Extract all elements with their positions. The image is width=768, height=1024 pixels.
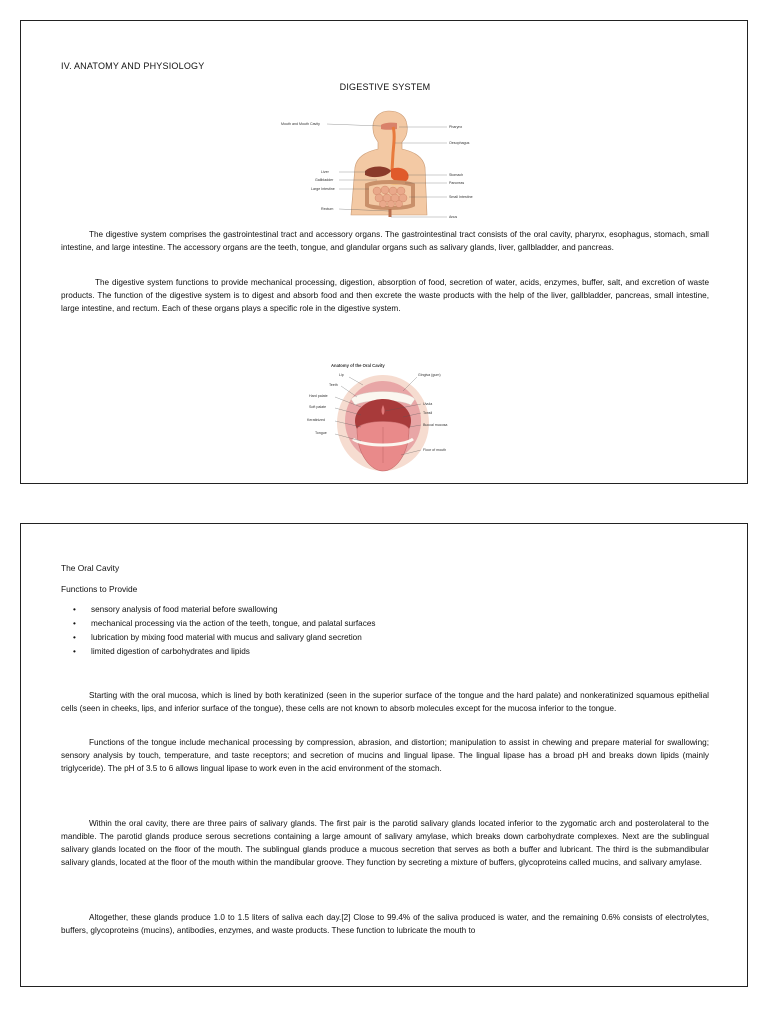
digestive-system-illustration [277,105,492,223]
bullet-icon: • [73,633,76,642]
paragraph-digestive-overview: The digestive system comprises the gastrointestinal tract and accessory organs. The gastrointestinal tract consists of the oral cavity, pharynx, esophagus, stomach, small intestine, and large intestine. The accessory organs are the teeth, tongue, and glandular organs such as salivary glands, liver, gallbladder, and pancreas. [61,230,709,252]
label-large-intestine: Large Intestine [311,187,335,191]
oral-label-tonsil: Tonsil [423,411,433,415]
oral-label-soft-palate: Soft palate [309,405,327,409]
oral-cavity-heading: The Oral Cavity [61,563,120,573]
functions-list [61,603,709,659]
label-liver: Liver [321,170,329,174]
bullet-icon: • [73,605,76,614]
oral-cavity-figure [291,355,479,484]
list-item: • sensory analysis of food material before swallowing [61,603,709,617]
label-rectum: Rectum [321,207,334,211]
paragraph-oral-mucosa: Starting with the oral mucosa, which is lined by both keratinized (seen in the superior surface of the tongue and the hard palate) and nonkeratinized squamous epithelial cells (seen in cheeks, lips, and inferior surface of the tongue), these cells are not known to absorb molecules except for the mucosa inferior to the tongue. [61,691,709,713]
label-pancreas: Pancreas [449,181,465,185]
oral-label-floor-of-mouth: Floor of mouth [423,448,447,452]
oral-label-lip: Lip [339,373,344,377]
oral-label-hard-palate: Hard palate [309,394,328,398]
oral-label-buccal-mucosa: Buccal mucosa [423,423,448,427]
label-pharynx: Pharynx [449,125,463,129]
oral-label-gingiva: Gingiva (gum) [418,373,441,377]
oral-label-keratinized: Keratinized [307,418,325,422]
bullet-icon: • [73,647,76,656]
list-item: • limited digestion of carbohydrates and lipids [61,645,709,659]
bullet-icon: • [73,619,76,628]
oral-label-teeth: Teeth [329,383,338,387]
functions-subheading: Functions to Provide [61,584,138,594]
digestive-system-figure [277,105,492,223]
label-oesophagus: Oesophagus [449,141,470,145]
page-title: DIGESTIVE SYSTEM [339,82,431,92]
label-stomach: Stomach [449,173,464,177]
section-heading: IV. ANATOMY AND PHYSIOLOGY [61,61,205,71]
document-page-1 [20,20,748,484]
label-anus: Anus [449,215,458,219]
list-item: • lubrication by mixing food material with mucus and salivary gland secretion [61,631,709,645]
paragraph-saliva-production: Altogether, these glands produce 1.0 to 1.5 liters of saliva each day.[2] Close to 99.4% of the saliva produced is water, and the remaining 0.6% consists of electrolytes, buffers, glycoproteins (mucins), antibodies, enzymes, and waste products. These function to lubricate the mouth to [61,913,709,935]
oral-cavity-illustration [291,355,479,484]
label-mouth: Mouth and Mouth Cavity [281,122,320,126]
label-small-intestine: Small Intestine [449,195,473,199]
paragraph-salivary-glands: Within the oral cavity, there are three pairs of salivary glands. The first pair is the parotid salivary glands located inferior to the zygomatic arch and posterolateral to the mandible. The parotid glands produce serous secretions containing a large amount of salivary amylase, which breaks down carbohydrate complexes. Next are the sublingual salivary glands located on the floor of the mouth. The sublingual glands produce a mucous secretion that serves as both a buffer and lubricant. The third is the submandibular salivary glands, located at the floor of the mouth within the mandibular groove. They function by secreting a mixture of buffers, glycoproteins called mucins, and salivary amylase. [61,819,709,867]
paragraph-digestive-functions: The digestive system functions to provide mechanical processing, digestion, absorption of food, secretion of water, acids, enzymes, buffer, salt, and excretion of waste products. The function of the digestive system is to digest and absorb food and then excrete the waste products with the help of the liver, gallbladder, pancreas, small intestine, large intestine, and rectum. Each of these organs plays a specific role in the digestive system. [61,278,709,313]
oral-label-tongue: Tongue [315,431,327,435]
paragraph-tongue-functions: Functions of the tongue include mechanical processing by compression, abrasion, and distortion; manipulation to assist in chewing and prepare material for swallowing; sensory analysis by touch, temperature, and taste receptors; and secretion of mucins and lingual lipase. The lingual lipase has a broad pH and breaks down lipids (mainly triglyceride). The pH of 3.5 to 6 allows lingual lipase to work even in the acid environment of the stomach. [61,738,709,773]
oral-label-uvula: Uvula [423,402,433,406]
label-gallbladder: Gallbladder [315,178,334,182]
document-page-2 [20,523,748,987]
list-item: • mechanical processing via the action of the teeth, tongue, and palatal surfaces [61,617,709,631]
oral-figure-title: Anatomy of the Oral Cavity [331,363,385,368]
